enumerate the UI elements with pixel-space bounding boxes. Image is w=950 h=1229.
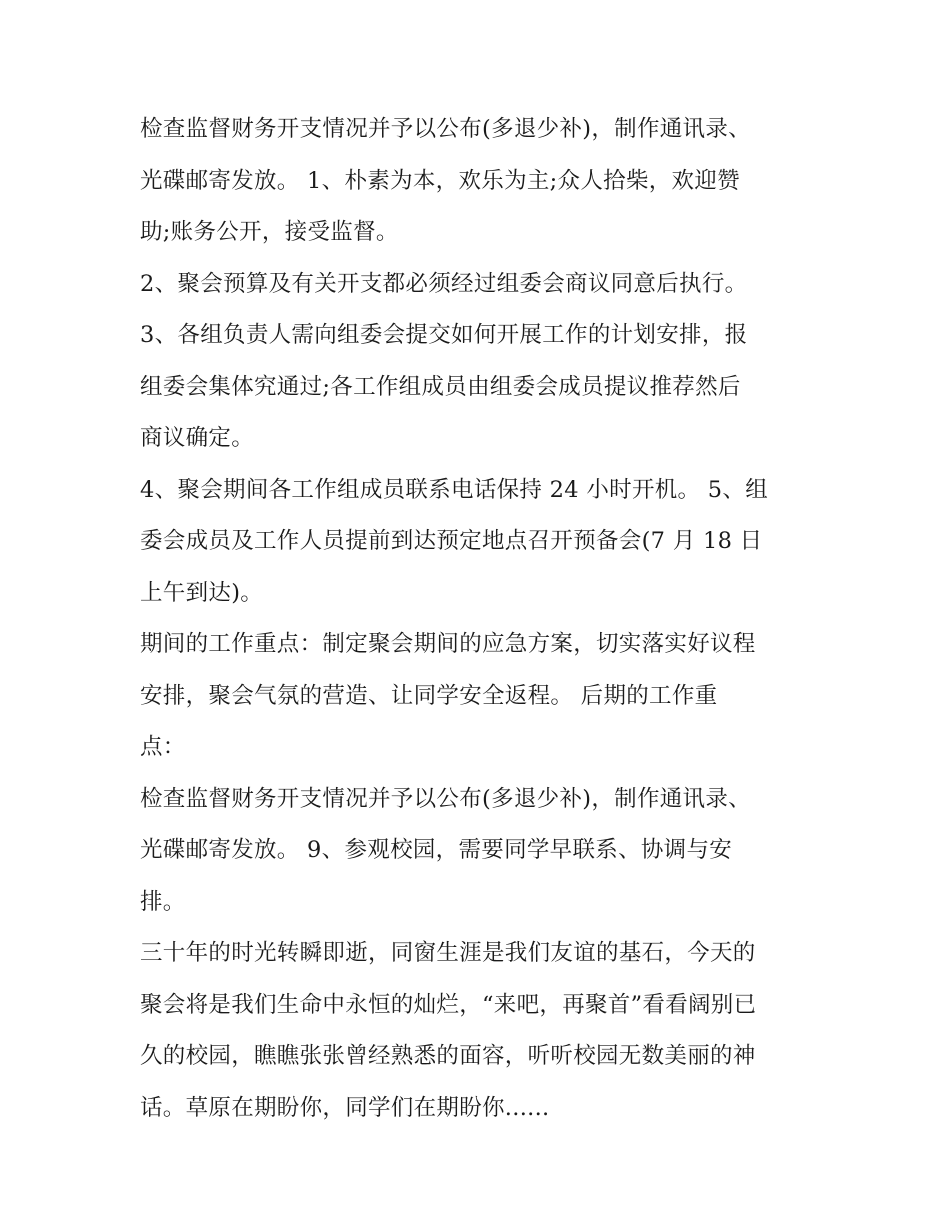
text-line: 光碟邮寄发放。 1、朴素为本，欢乐为主;众人拾柴，欢迎赞 xyxy=(140,167,740,194)
text-line: 2、聚会预算及有关开支都必须经过组委会商议同意后执行。 xyxy=(140,270,748,297)
paragraph-item-3 xyxy=(140,310,812,465)
text-line: 商议确定。 xyxy=(140,425,255,451)
text-line: 排。 xyxy=(140,888,186,915)
text-line: 久的校园，瞧瞧张张曾经熟悉的面容，听听校园无数美丽的神 xyxy=(140,1043,756,1069)
document-body xyxy=(140,104,812,1134)
text-line: 组委会集体究通过;各工作组成员由组委会成员提议推荐然后 xyxy=(140,373,741,400)
text-line: 4、聚会期间各工作组成员联系电话保持 24 小时开机。 5、组 xyxy=(140,476,769,503)
text-line: 安排，聚会气氛的营造、让同学安全返程。 后期的工作重 xyxy=(140,682,718,709)
text-line: 委会成员及工作人员提前到达预定地点召开预备会(7 月 18 日 xyxy=(140,528,763,554)
text-line: 光碟邮寄发放。 9、参观校园，需要同学早联系、协调与安 xyxy=(140,837,733,863)
text-line: 点： xyxy=(140,734,186,760)
text-line: 3、各组负责人需向组委会提交如何开展工作的计划安排，报 xyxy=(140,322,748,348)
text-line: 话。草原在期盼你，同学们在期盼你...... xyxy=(140,1094,550,1121)
text-line: 聚会将是我们生命中永恒的灿烂，“来吧，再聚首”看看阔别已 xyxy=(140,991,757,1018)
paragraph-item-4-5 xyxy=(140,465,812,620)
paragraph-key-points xyxy=(140,619,812,774)
text-line: 期间的工作重点：制定聚会期间的应急方案，切实落实好议程 xyxy=(140,631,756,657)
text-line: 三十年的时光转瞬即逝，同窗生涯是我们友谊的基石，今天的 xyxy=(140,940,756,966)
text-line: 上午到达)。 xyxy=(140,579,264,606)
text-line: 检查监督财务开支情况并予以公布(多退少补)，制作通讯录、 xyxy=(140,116,751,142)
paragraph-closing xyxy=(140,928,812,1134)
paragraph-item-2 xyxy=(140,259,812,311)
paragraph-finance-1 xyxy=(140,104,812,259)
text-line: 助;账务公开，接受监督。 xyxy=(140,219,399,245)
text-line: 检查监督财务开支情况并予以公布(多退少补)，制作通讯录、 xyxy=(140,785,751,812)
paragraph-finance-2 xyxy=(140,774,812,929)
